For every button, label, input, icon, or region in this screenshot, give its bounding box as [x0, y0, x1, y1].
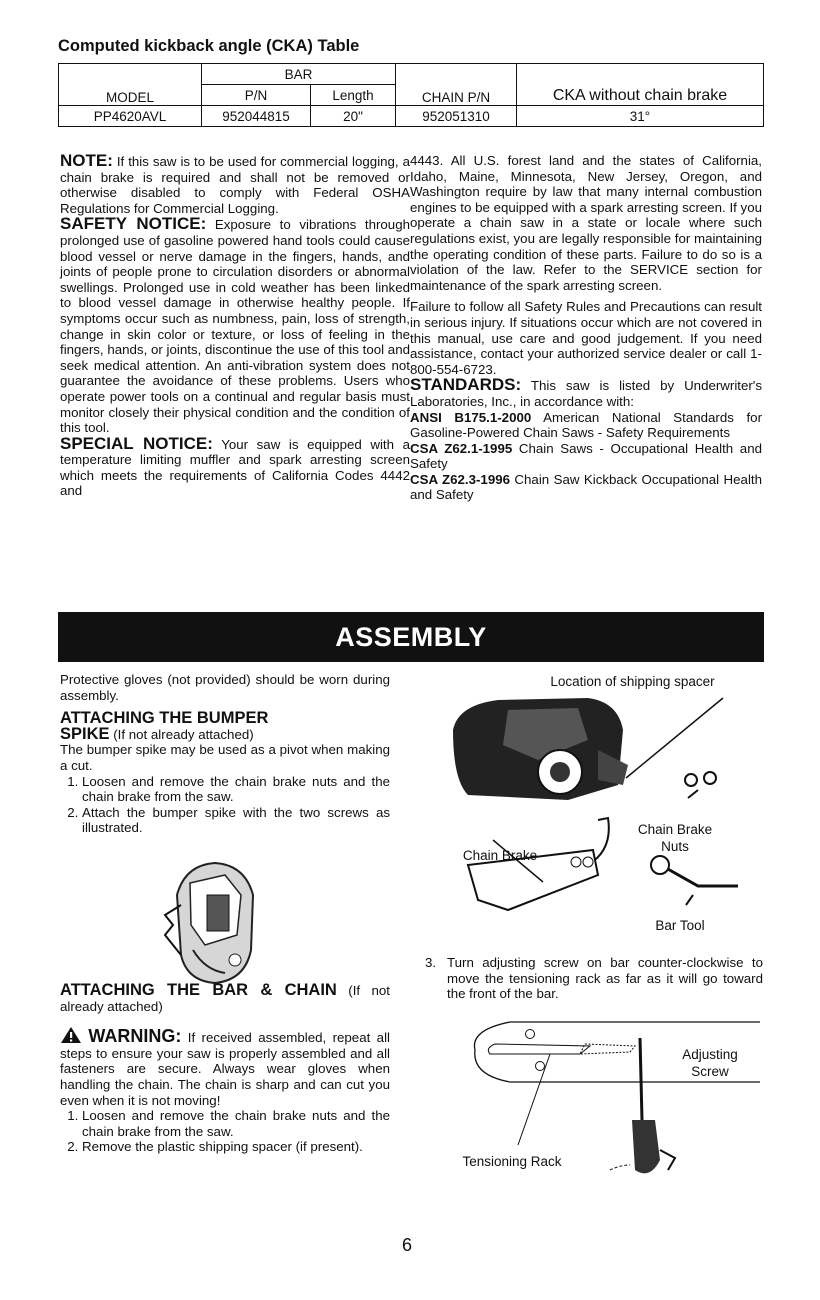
- warning-icon: [60, 1026, 82, 1044]
- shipping-spacer-label: Location of shipping spacer: [550, 674, 715, 689]
- th-chain-pn: CHAIN P/N: [396, 64, 517, 106]
- warning-label: WARNING:: [88, 1026, 182, 1047]
- assembly-banner: ASSEMBLY: [58, 612, 764, 662]
- csa1-text: Chain Saws - Occupational Health and Safety: [410, 440, 762, 472]
- ansi-label: ANSI B175.1-2000: [410, 409, 532, 425]
- cka-table-title: Computed kickback angle (CKA) Table: [58, 37, 360, 55]
- ansi-paragraph: [410, 410, 762, 441]
- assembly-left-column: [60, 672, 390, 836]
- csa2-paragraph: [410, 472, 762, 503]
- safety-label: SAFETY NOTICE:: [60, 214, 207, 234]
- chain-brake-label: Chain Brake: [462, 848, 538, 863]
- bumper-step-1: 1. Loosen and remove the chain brake nuts and the chain brake from the saw.: [82, 774, 390, 805]
- cka-table: [58, 63, 764, 127]
- assembly-intro: Protective gloves (not provided) should be worn during assembly.: [60, 672, 390, 703]
- adjusting-label-2: Screw: [691, 1064, 729, 1079]
- th-cka: CKA without chain brake: [517, 64, 764, 106]
- safety-paragraph: [60, 216, 410, 435]
- bar-step-2: 2. Remove the plastic shipping spacer (if present).: [82, 1139, 390, 1155]
- cell-cka: 31°: [517, 106, 764, 127]
- bar-chain-section: [60, 983, 390, 1155]
- bar-steps: [60, 1108, 390, 1155]
- standards-paragraph: [410, 377, 762, 409]
- adjusting-label-1: Adjusting: [682, 1047, 738, 1062]
- standards-text: This saw is listed by Underwriter's Laboratories, Inc., in accordance with:: [410, 378, 762, 409]
- regulations-paragraph: 4443. All U.S. forest land and the states of California, Idaho, Maine, Minnesota, New Jersey, Oregon, and Washington require by law that many internal combustion engines to be equipped with a spark arresting screen. If you operate a chain saw in a state or locale where such regulations exist, you are legally responsible for maintaining the operating condition of these parts. Failure to do so is a violation of the law. Refer to the SERVICE section for maintenance of the spark arresting screen.: [410, 153, 762, 293]
- step-3: [425, 955, 763, 1002]
- warning-text: If received assembled, repeat all steps to ensure your saw is properly assembled and all fasteners are secure. Always wear gloves when handling the chain. The chain is sharp and can cut you even when it is not moving!: [60, 1030, 390, 1108]
- bumper-step-2: 2. Attach the bumper spike with the two screws as illustrated.: [82, 805, 390, 836]
- chain-brake-nuts-label-1: Chain Brake: [637, 822, 713, 837]
- csa2-label: CSA Z62.3-1996: [410, 471, 511, 487]
- safety-text: Exposure to vibrations through prolonged use of gasoline powered hand tools could cause blood vessel or nerve damage in the fingers, hands, and joints of people prone to circulation disorders or abnormal swellings. Prolonged use in cold weather has been linked to blood vessel damage in otherwise healthy people. If symptoms occur such as numbness, pain, loss of strength, change in skin color or texture, or loss of feeling in the fingers, hands, or joints, discontinue the use of this tool and seek medical attention. An anti-vibration system does not guarantee the avoidance of these problems. Users who operate power tools on a continual and regular basis must monitor closely their physical condition and the condition of this tool.: [60, 217, 410, 436]
- special-label: SPECIAL NOTICE:: [60, 433, 213, 453]
- csa1-paragraph: [410, 441, 762, 472]
- step-3-number: 3.: [425, 955, 437, 970]
- warning-paragraph: [60, 1026, 390, 1108]
- bumper-spike-illustration: [145, 855, 265, 990]
- bumper-heading: ATTACHING THE BUMPER: [60, 709, 269, 728]
- bumper-sub-bold: SPIKE: [60, 724, 110, 743]
- chain-brake-nuts-label-2: Nuts: [661, 839, 689, 854]
- note-text: If this saw is to be used for commercial logging, a chain brake is required and shall not be removed or otherwise disabled to comply with Federal OSHA Regulations for Commercial Logging.: [60, 154, 410, 216]
- bar-note: (If not already attached): [60, 983, 390, 1014]
- bar-heading-line: [60, 983, 390, 1014]
- bar-tool-label: Bar Tool: [655, 918, 705, 933]
- step-3-row: [425, 955, 763, 1002]
- th-bar: BAR: [202, 64, 396, 85]
- csa1-label: CSA Z62.1-1995: [410, 440, 513, 456]
- bumper-steps: [60, 774, 390, 836]
- standards-label: STANDARDS:: [410, 375, 522, 395]
- bar-heading: ATTACHING THE BAR & CHAIN: [60, 981, 337, 999]
- th-model: MODEL: [59, 64, 202, 106]
- bumper-subheading: [60, 724, 390, 743]
- th-pn: P/N: [202, 85, 311, 106]
- precautions-paragraph: Failure to follow all Safety Rules and Precautions can result in serious injury. If situations occur which are not covered in this manual, use care and good judgement. If you need assistance, contact your authorized service dealer or call 1-800-554-6723.: [410, 299, 762, 377]
- cell-pn: 952044815: [202, 106, 311, 127]
- cell-model: PP4620AVL: [59, 106, 202, 127]
- cell-length: 20": [311, 106, 396, 127]
- special-text: Your saw is equipped with a temperature limiting muffler and spark arresting screen which meets the requirements of California Codes 4442 and: [60, 436, 410, 499]
- tensioning-rack-label: Tensioning Rack: [462, 1154, 562, 1169]
- page-number: 6: [402, 1235, 413, 1255]
- right-column: [410, 153, 762, 503]
- bumper-sub-note: (If not already attached): [109, 726, 254, 742]
- note-label: NOTE:: [60, 151, 113, 170]
- left-column: [60, 153, 410, 499]
- note-paragraph: [60, 153, 410, 216]
- ansi-text: American National Standards for Gasoline-Powered Chain Saws - Safety Requirements: [410, 409, 763, 441]
- th-length: Length: [311, 85, 396, 106]
- bar-step-1: 1. Loosen and remove the chain brake nuts and the chain brake from the saw.: [82, 1108, 390, 1139]
- csa2-text: Chain Saw Kickback Occupational Health and Safety: [410, 471, 762, 503]
- special-paragraph: [60, 433, 410, 499]
- cell-chain-pn: 952051310: [396, 106, 517, 127]
- bumper-text: The bumper spike may be used as a pivot when making a cut.: [60, 742, 390, 773]
- saw-shipping-illustration: [448, 690, 748, 940]
- step-3-text: Turn adjusting screw on bar counter-clockwise to move the tensioning rack as far as it will go toward the front of the bar.: [447, 955, 763, 1002]
